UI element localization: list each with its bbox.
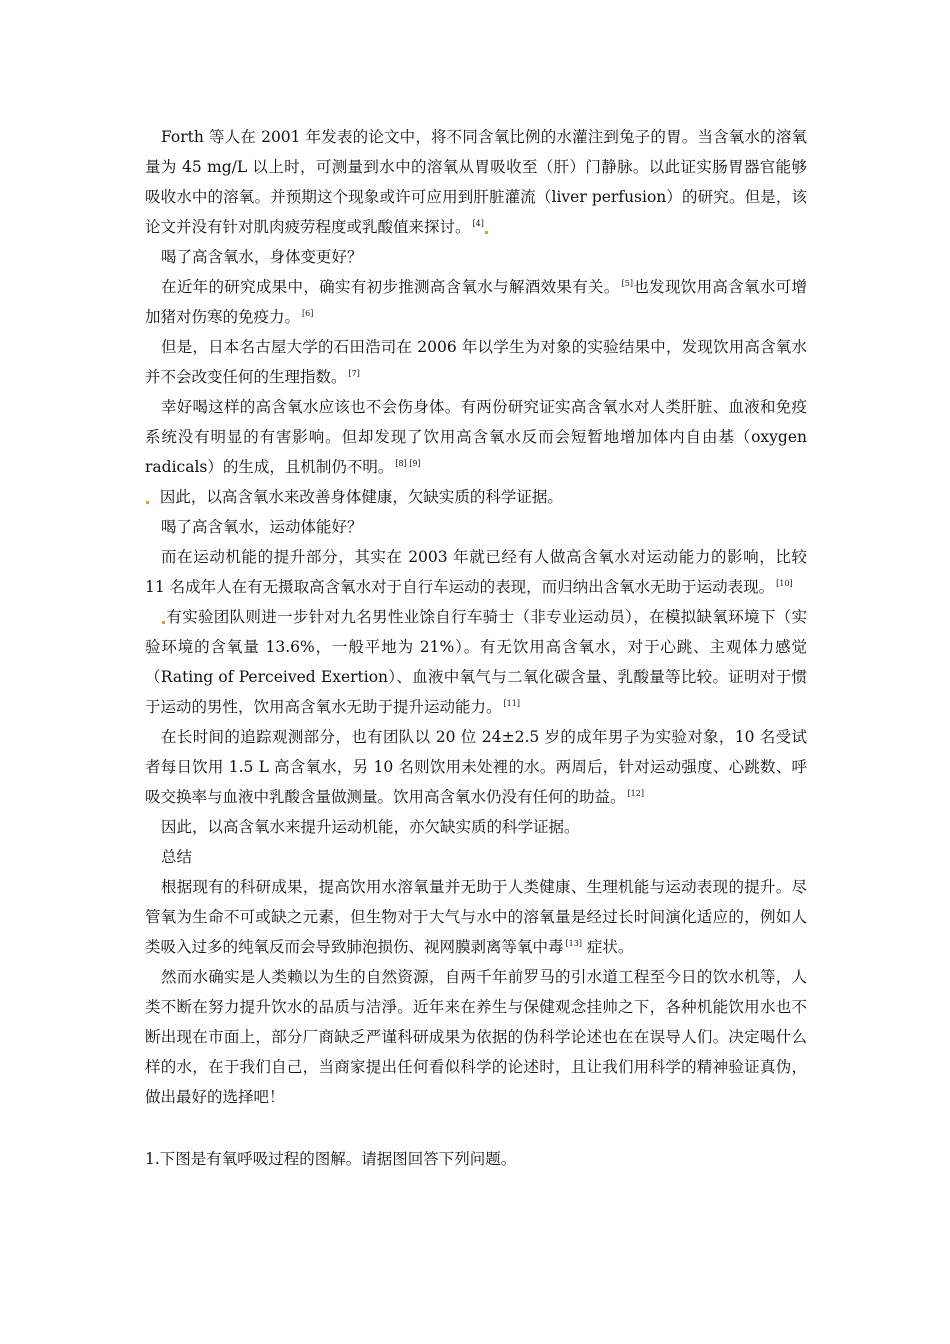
citation: [4] (472, 219, 484, 228)
marker-dot (162, 621, 165, 624)
paragraph-10: 在长时间的追踪观测部分，也有团队以 20 位 24±2.5 岁的成年男子为实验对象，10 名受试者每日饮用 1.5 L 高含氧水，另 10 名则饮用未处裡的水。两周后，针对运动强度、心跳数、呼吸交换率与血液中乳酸含量做测量。饮用高含氧水仍没有任何的助益。 [12] (145, 728, 807, 806)
paragraph-13: 根据现有的科研成果，提高饮用水溶氧量并无助于人类健康、生理机能与运动表现的提升。尽管氧为生命不可或缺之元素，但生物对于大气与水中的溶氧量是经过长时间演化适应的，例如人类吸入过多的纯氧反而会导致肺泡损伤、视网膜剥离等氧中毒 [13] 症状。 (145, 878, 807, 956)
citation: [7] (348, 369, 360, 378)
paragraph-6: 因此，以高含氧水来改善身体健康，欠缺实质的科学证据。 (145, 482, 807, 512)
paragraph-9: 有实验团队则进一步针对九名男性业馀自行车骑士（非专业运动员），在模拟缺氧环境下（实验环境的含氧量 13.6%，一般平地为 21%）。有无饮用高含氧水，对于心跳、主观体力感觉（Rating of Perceived Exertion）、血液中氧气与二氧化碳含量、乳酸量等比较。证明对于惯于运动的男性，饮用高含氧水无助于提升运动能力。 [11] (145, 608, 807, 716)
citation: [5] (621, 279, 633, 288)
paragraph-3: 在近年的研究成果中，确实有初步推测高含氧水与解酒效果有关。 [5]也发现饮用高含氧水可增加猪对伤寒的免疫力。 [6] (145, 278, 807, 326)
section-heading-summary: 总结 (161, 848, 193, 866)
paragraph-5: 幸好喝这样的高含氧水应该也不会伤身体。有两份研究证实高含氧水对人类肝脏、血液和免疫系统没有明显的有害影响。但却发现了饮用高含氧水反而会短暂地增加体内自由基（oxygen radicals）的生成，且机制仍不明。 [8] [9] (145, 398, 807, 476)
section-heading-body: 喝了高含氧水，身体变更好？ (161, 248, 363, 266)
citation: [12] (627, 789, 644, 798)
paragraph-4: 但是，日本名古屋大学的石田浩司在 2006 年以学生为对象的实验结果中，发现饮用高含氧水并不会改变任何的生理指数。 [7] (145, 338, 807, 386)
question-1: 1.下图是有氧呼吸过程的图解。请据图回答下列问题。 (145, 1150, 517, 1168)
marker-dot (146, 501, 149, 504)
citation: [10] (776, 579, 793, 588)
paragraph-14: 然而水确实是人类赖以为生的自然资源，自两千年前罗马的引水道工程至今日的饮水机等，人类不断在努力提升饮水的品质与洁淨。近年来在养生与保健观念挂帅之下，各种机能饮用水也不断出现在市面上，部分厂商缺乏严谨科研成果为依据的伪科学论述也在在误导人们。决定喝什么样的水，在于我们自己，当商家提出任何看似科学的论述时，且让我们用科学的精神验证真伪，做出最好的选择吧！ (145, 968, 807, 1106)
paragraph-11: 因此，以高含氧水来提升运动机能，亦欠缺实质的科学证据。 (161, 818, 580, 836)
paragraph-1: Forth 等人在 2001 年发表的论文中，将不同含氧比例的水灌注到兔子的胃。当含氧水的溶氧量为 45 mg/L 以上时，可测量到水中的溶氧从胃吸收至（肝）门静脉。以此证实肠胃器官能够吸收水中的溶氧。并预期这个现象或许可应用到肝脏灌流（liver perfusion）的研究。但是，该论文并没有针对肌肉疲劳程度或乳酸值来探讨。 [4] (145, 128, 807, 236)
marker-dot (485, 231, 488, 234)
citation: [8] [9] (395, 459, 421, 468)
article-body (145, 122, 807, 1174)
section-heading-exercise: 喝了高含氧水，运动体能好？ (161, 518, 363, 536)
paragraph-8: 而在运动机能的提升部分，其实在 2003 年就已经有人做高含氧水对运动能力的影响，比较 11 名成年人在有无摄取高含氧水对于自行车运动的表现，而归纳出含氧水无助于运动表现。 [10] (145, 548, 807, 596)
citation: [6] (302, 309, 314, 318)
citation: [11] (503, 699, 520, 708)
citation: [13] (565, 939, 582, 948)
